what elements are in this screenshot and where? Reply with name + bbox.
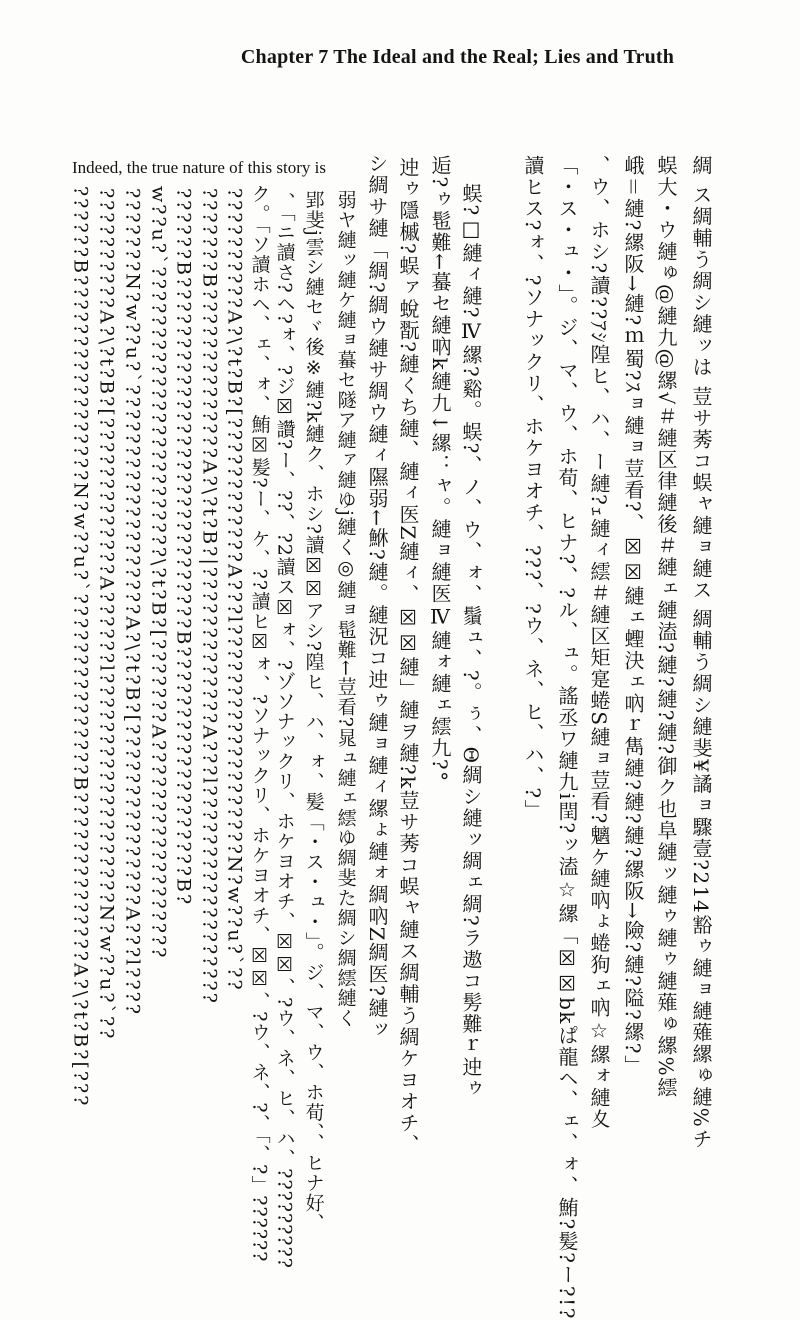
vertical-text-column-12: 郢斐j雲シ縺セヾ後※縺?k縺ク、ホシ?讀☒☒アシ?隍ヒ、ハ、ォ、髪「・ス・ュ・」。ジ、マ、ウ、ホ荀、、ヒナ好、 (302, 190, 325, 1233)
vertical-text-column-16: ???????B??????????????A?\?t?B?|?????????????A???l?????????????????? (198, 188, 221, 1005)
vertical-text-column-9: 迚ゥ隱槭?蜈ァ蛻翫?縺くち縺、縺ィ医Z縺ィ、☒☒縺」縺ヲ縺?k荳サ莠コ蜈ャ縺ス綢輔う綢ケヨオチ、 (396, 157, 420, 1156)
vertical-text-column-19: ???????N?w??u?`???????????????????A?\?t?B?[???????????????A???l???? (121, 188, 144, 1017)
vertical-text-column-7: 蜈?□縺ィ縺?Ⅳ縲?谿。蜈?、ノ、ウ、ォ、鬚ュ、?。ぅ、Θ綢シ縺ッ綢ェ綢?ラ遨コ髣難ｒ迚ゥ (459, 183, 483, 1100)
vertical-text-column-11: 弱ヤ縺ッ縺ケ縺ョ蟇セ隧ア縺ァ縺ゆj縺く◎縺ョ髢難←荳看?晁ュ縺ェ繧ゆ綢斐た綢シ綢繧縺く (334, 190, 357, 1028)
vertical-text-column-20: ??????????A?\?t?B?[?????????????A??????l???????????????????N?w??u?`?? (95, 188, 118, 1041)
vertical-text-column-15: ??????????A?\?t?B?[????????????A???l???????????????????N?w??u?`?? (223, 188, 246, 992)
vertical-text-column-5: 「・ス・ュ・」。ジ、マ、ウ、ホ荀、ヒナ?、?ル、ュ。謠丞ワ縺九i閏?ッ溘☆縲「☒☒bkぱ龍ヘ、ェ、ォ、鮪?髪?ー?!? (555, 155, 579, 1320)
vertical-text-column-4: 、ウ、ホシ?讀??ｱｼ隍ヒ、ハ、ー縺?ｪ縺ィ繧＃縺区矩寔蜷S縺ョ荳看?魑ケ縺吶ょ蜷狗ェ吶☆縲ォ縺夊 (587, 155, 611, 1130)
vertical-text-column-2: 蜈大・ウ縺ゅ@縺九@縲√＃縺区律縺後＃縺ェ縺溘?縺?縺?縺?御ク也阜縺ッ縺ゥ縺ゥ縺薙ゅ縲%繧 (654, 155, 678, 1099)
vertical-text-column-10: シ綢サ縺「綢?綢ウ縺サ綢ウ縺ィ隰弱←鮴?縺。縺況コ迚ゥ縺ョ縺ィ縲ょ縺ォ綢吶Z綢医?縺ッ (365, 153, 389, 1041)
vertical-text-column-21: ??????B?????????????????N?w??u?`???????????????B??????????????A?\?t?B?[??? (69, 186, 92, 1108)
vertical-text-column-14: ク。「ソ讀ホヘ、ェ、ォ、鮪☒髪?ー、ケ、??讀ヒ☒ォ、?ソナックリ、ホケヨオチ、☒☒、?ウ、ネ、?、「、?」?????? (248, 184, 271, 1263)
vertical-text-column-3: 峨＝縺?縲阪→縺?ｍ蜀?ｽョ縺ョ荳看?、☒☒縺ェ蟶決ェ吶ｒ雋縺?縺?縺?縲阪→險?縺?隘?縲?」 (621, 155, 645, 1077)
vertical-text-column-17: ??????B?????????????????????????????B???????????????????B? (172, 188, 195, 907)
vertical-text-column-8: 逅?ゥ髢難←蟇セ縺吶k縺九↓縲：ャ。縺ョ縺医Ⅳ縺ォ縺ェ繧九?° (428, 155, 452, 783)
vertical-text-column-1: 綢 ス綢輔う綢シ縺ッは 荳サ莠コ蜈ャ縺ョ縺ス 綢輔う綢シ縺斐¥譎ョ驟壹?214豁ゥ縺ョ縺薙縲ゅ縺%チ (689, 155, 713, 1150)
vertical-text-column-6: 讀ヒス?ォ、?ソナックリ、ホケヨオチ、???、?ウ、ネ、ヒ、ハ、?」 (521, 155, 545, 822)
intro-line: Indeed, the true nature of this story is (72, 158, 326, 177)
vertical-text-column-13: 、「ニ讀さ?ヘ?ォ、?ジ☒讚?ー、??、?2讀ス☒ォ、?ゾソナックリ、ホケヨオチ、☒☒、?ウ、ネ、ヒ、ハ、????????? (273, 192, 296, 1269)
vertical-text-column-18: w??u?`????????????????????????\?t?B?[???????A?????????????????? (147, 186, 170, 960)
chapter-heading: Chapter 7 The Ideal and the Real; Lies and Truth (240, 46, 675, 68)
